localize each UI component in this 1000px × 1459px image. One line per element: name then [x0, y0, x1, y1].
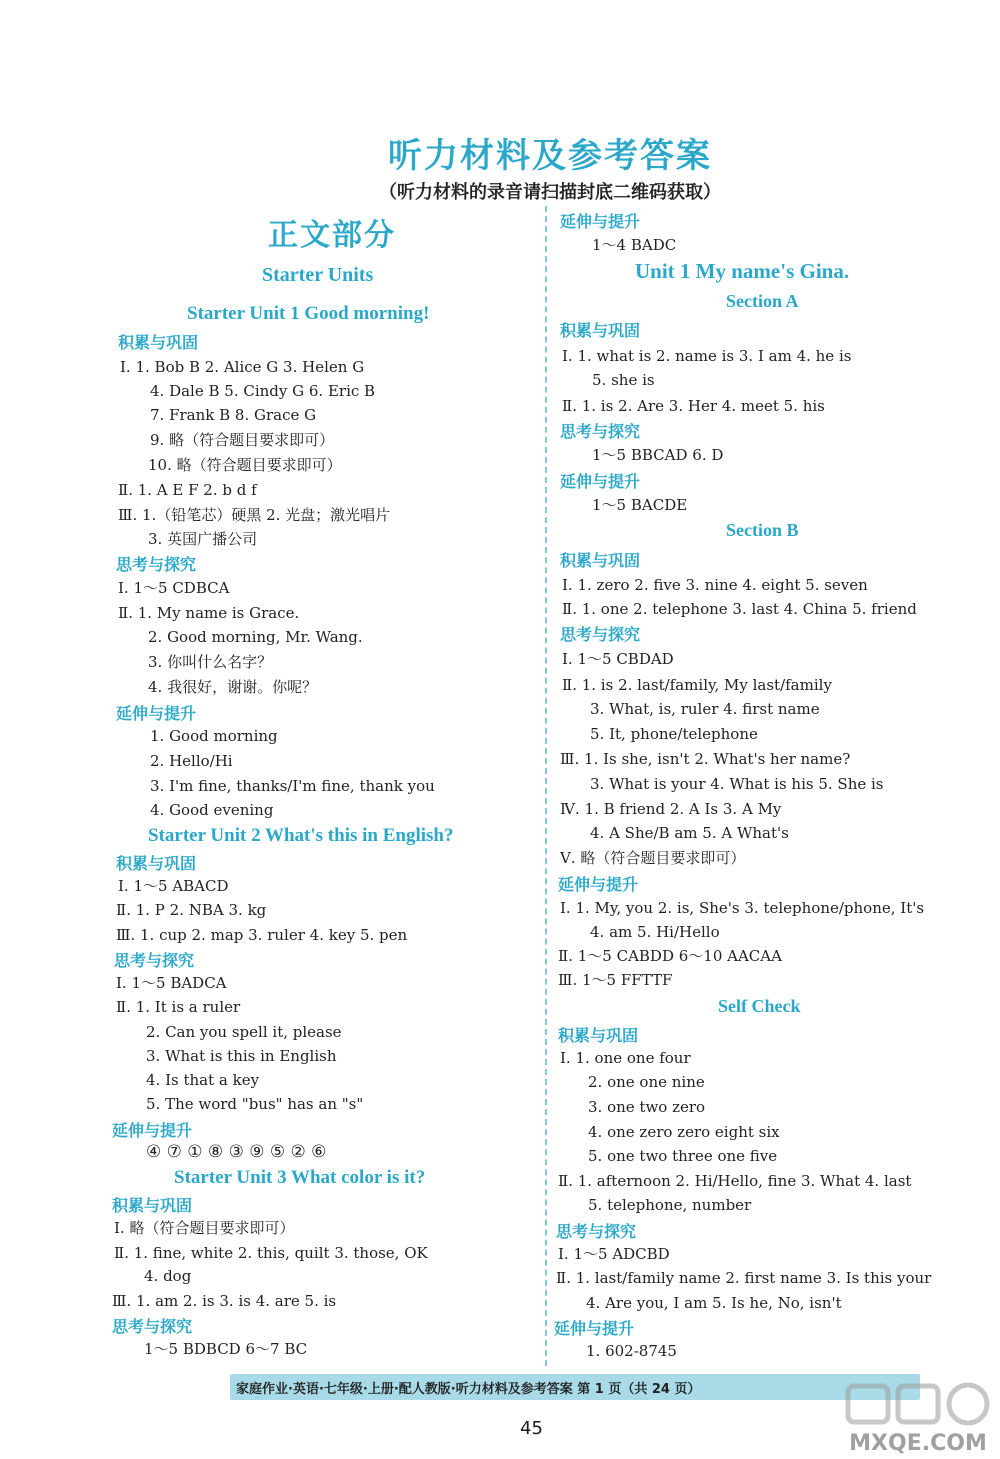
section-label: 延伸与提升: [116, 704, 197, 723]
section-label: 思考与探究: [556, 1222, 637, 1241]
answer-line: 5. The word "bus" has an "s": [146, 1095, 364, 1113]
page-number: 45: [520, 1418, 543, 1439]
answer-line: Ⅳ. 1. B friend 2. A Is 3. A My: [560, 800, 782, 818]
section-label: 延伸与提升: [560, 212, 641, 231]
answer-line: 4. Dale B 5. Cindy G 6. Eric B: [150, 382, 376, 400]
answer-line: 1～4 BADC: [592, 236, 677, 254]
section-heading: Section B: [726, 520, 799, 540]
watermark-text: MXQE.COM: [849, 1431, 987, 1456]
section-label: 延伸与提升: [558, 875, 639, 894]
section-label: 积累与巩固: [560, 321, 641, 340]
answer-line: Ⅰ. 1. My, you 2. is, She's 3. telephone/phone, It's: [560, 899, 925, 917]
answer-line: Ⅰ. 1. zero 2. five 3. nine 4. eight 5. seven: [562, 576, 868, 594]
answer-line: 4. Is that a key: [146, 1071, 260, 1089]
answer-line: Ⅱ. 1. A E F 2. b d f: [118, 481, 257, 499]
answer-line: Ⅰ. 1～5 BADCA: [116, 974, 227, 992]
answer-line: 4. one zero zero eight six: [588, 1123, 780, 1141]
answer-line: 4. Are you, I am 5. Is he, No, isn't: [586, 1294, 842, 1312]
answer-line: 7. Frank B 8. Grace G: [150, 406, 317, 424]
section-label: 思考与探究: [560, 422, 641, 441]
answer-line: Ⅰ. 1～5 CDBCA: [118, 579, 230, 597]
answer-line: Ⅱ. 1. My name is Grace.: [118, 604, 300, 622]
answer-line: Ⅲ. 1.（铅笔芯）硬黑 2. 光盘；激光唱片: [118, 506, 391, 524]
answer-line: Ⅲ. 1～5 FFTTF: [558, 971, 673, 989]
section-heading: Section A: [726, 291, 799, 311]
answer-line: Ⅰ. 1. what is 2. name is 3. I am 4. he is: [562, 347, 852, 365]
section-label: 思考与探究: [116, 555, 197, 574]
answer-line: 3. What is this in English: [146, 1047, 337, 1065]
answer-line: 5. It, phone/telephone: [590, 725, 758, 743]
answer-line: 4. Good evening: [150, 801, 274, 819]
page-title: 听力材料及参考答案: [388, 136, 712, 176]
part-heading: 正文部分: [268, 218, 396, 253]
section-label: 延伸与提升: [560, 472, 641, 491]
section-label: 积累与巩固: [116, 854, 197, 873]
answer-line: 3. I'm fine, thanks/I'm fine, thank you: [150, 777, 435, 795]
section-heading: Self Check: [718, 996, 801, 1016]
answer-line: 3. 你叫什么名字？: [148, 653, 273, 671]
section-label: 积累与巩固: [112, 1196, 193, 1215]
answer-line: 2. one one nine: [588, 1073, 705, 1091]
answer-line: 3. 英国广播公司: [148, 530, 258, 548]
answer-line: 10. 略（符合题目要求即可）: [148, 456, 342, 474]
answer-line: Ⅲ. 1. Is she, isn't 2. What's her name?: [560, 750, 851, 768]
answer-line: 3. What, is, ruler 4. first name: [590, 700, 820, 718]
answer-line: Ⅴ. 略（符合题目要求即可）: [560, 849, 746, 867]
answer-line: 5. telephone, number: [588, 1196, 752, 1214]
answer-line: 3. one two zero: [588, 1098, 706, 1116]
answer-line: 4. A She/B am 5. A What's: [590, 824, 789, 842]
answer-line: Ⅱ. 1. P 2. NBA 3. kg: [116, 901, 267, 919]
watermark-logo: [838, 1380, 998, 1459]
answer-line: 1～5 BBCAD 6. D: [592, 446, 724, 464]
unit-heading: Starter Unit 1 Good morning!: [187, 303, 430, 324]
answer-line: Ⅱ. 1. one 2. telephone 3. last 4. China 5. friend: [562, 600, 917, 618]
answer-line: 2. Can you spell it, please: [146, 1023, 342, 1041]
answer-line: 4. am 5. Hi/Hello: [590, 923, 720, 941]
answer-line: Ⅱ. 1. last/family name 2. first name 3. Is this your: [556, 1269, 932, 1287]
answer-line: Ⅰ. 1～5 CBDAD: [562, 650, 674, 668]
answer-line: 5. she is: [592, 371, 655, 389]
section-label: 延伸与提升: [112, 1121, 193, 1140]
answer-line: Ⅱ. 1～5 CABDD 6～10 AACAA: [558, 947, 782, 965]
answer-line: Ⅰ. 1. one one four: [560, 1049, 691, 1067]
unit-heading: Starter Unit 3 What color is it?: [174, 1167, 426, 1188]
answer-line: Ⅲ. 1. am 2. is 3. is 4. are 5. is: [112, 1292, 337, 1310]
answer-line: Ⅰ. 1～5 ABACD: [118, 877, 229, 895]
unit-heading: Unit 1 My name's Gina.: [635, 259, 850, 283]
answer-line: 3. What is your 4. What is his 5. She is: [590, 775, 884, 793]
answer-line: Ⅱ. 1. is 2. last/family, My last/family: [562, 676, 832, 694]
section-label: 积累与巩固: [558, 1026, 639, 1045]
answer-line: 1. 602-8745: [586, 1342, 677, 1360]
answer-line: Ⅰ. 略（符合题目要求即可）: [114, 1219, 295, 1237]
answer-line: 1～5 BACDE: [592, 496, 688, 514]
section-label: 思考与探究: [112, 1317, 193, 1336]
unit-heading: Starter Unit 2 What's this in English?: [148, 825, 454, 846]
answer-line: Ⅰ. 1. Bob B 2. Alice G 3. Helen G: [120, 358, 365, 376]
answer-line: Ⅱ. 1. It is a ruler: [116, 998, 241, 1016]
answer-line: Ⅱ. 1. afternoon 2. Hi/Hello, fine 3. What 4. last: [558, 1172, 912, 1190]
answer-line: Ⅲ. 1. cup 2. map 3. ruler 4. key 5. pen: [116, 926, 408, 944]
answer-line: ④ ⑦ ① ⑧ ③ ⑨ ⑤ ② ⑥: [146, 1142, 327, 1162]
answer-line: 4. 我很好，谢谢。你呢？: [148, 678, 318, 696]
answer-line: 9. 略（符合题目要求即可）: [150, 431, 335, 449]
column-divider: [545, 206, 547, 1366]
starter-units-heading: Starter Units: [262, 264, 374, 286]
answer-line: Ⅱ. 1. is 2. Are 3. Her 4. meet 5. his: [562, 397, 825, 415]
answer-line: Ⅰ. 1～5 ADCBD: [558, 1245, 670, 1263]
section-label: 思考与探究: [114, 951, 195, 970]
footer-text: 家庭作业·英语·七年级·上册·配人教版·听力材料及参考答案 第 1 页（共 24 页）: [236, 1382, 701, 1397]
answer-line: 2. Good morning, Mr. Wang.: [148, 628, 363, 646]
answer-line: 5. one two three one five: [588, 1147, 778, 1165]
section-label: 积累与巩固: [560, 551, 641, 570]
page-subtitle: （听力材料的录音请扫描封底二维码获取）: [379, 182, 721, 203]
answer-line: 1～5 BDBCD 6～7 BC: [144, 1340, 308, 1358]
answer-line: 1. Good morning: [150, 727, 278, 745]
section-label: 延伸与提升: [554, 1319, 635, 1338]
section-label: 思考与探究: [560, 625, 641, 644]
section-label: 积累与巩固: [118, 333, 199, 352]
answer-line: 2. Hello/Hi: [150, 752, 233, 770]
answer-line: 4. dog: [144, 1267, 192, 1285]
answer-line: Ⅱ. 1. fine, white 2. this, quilt 3. those, OK: [114, 1244, 428, 1262]
